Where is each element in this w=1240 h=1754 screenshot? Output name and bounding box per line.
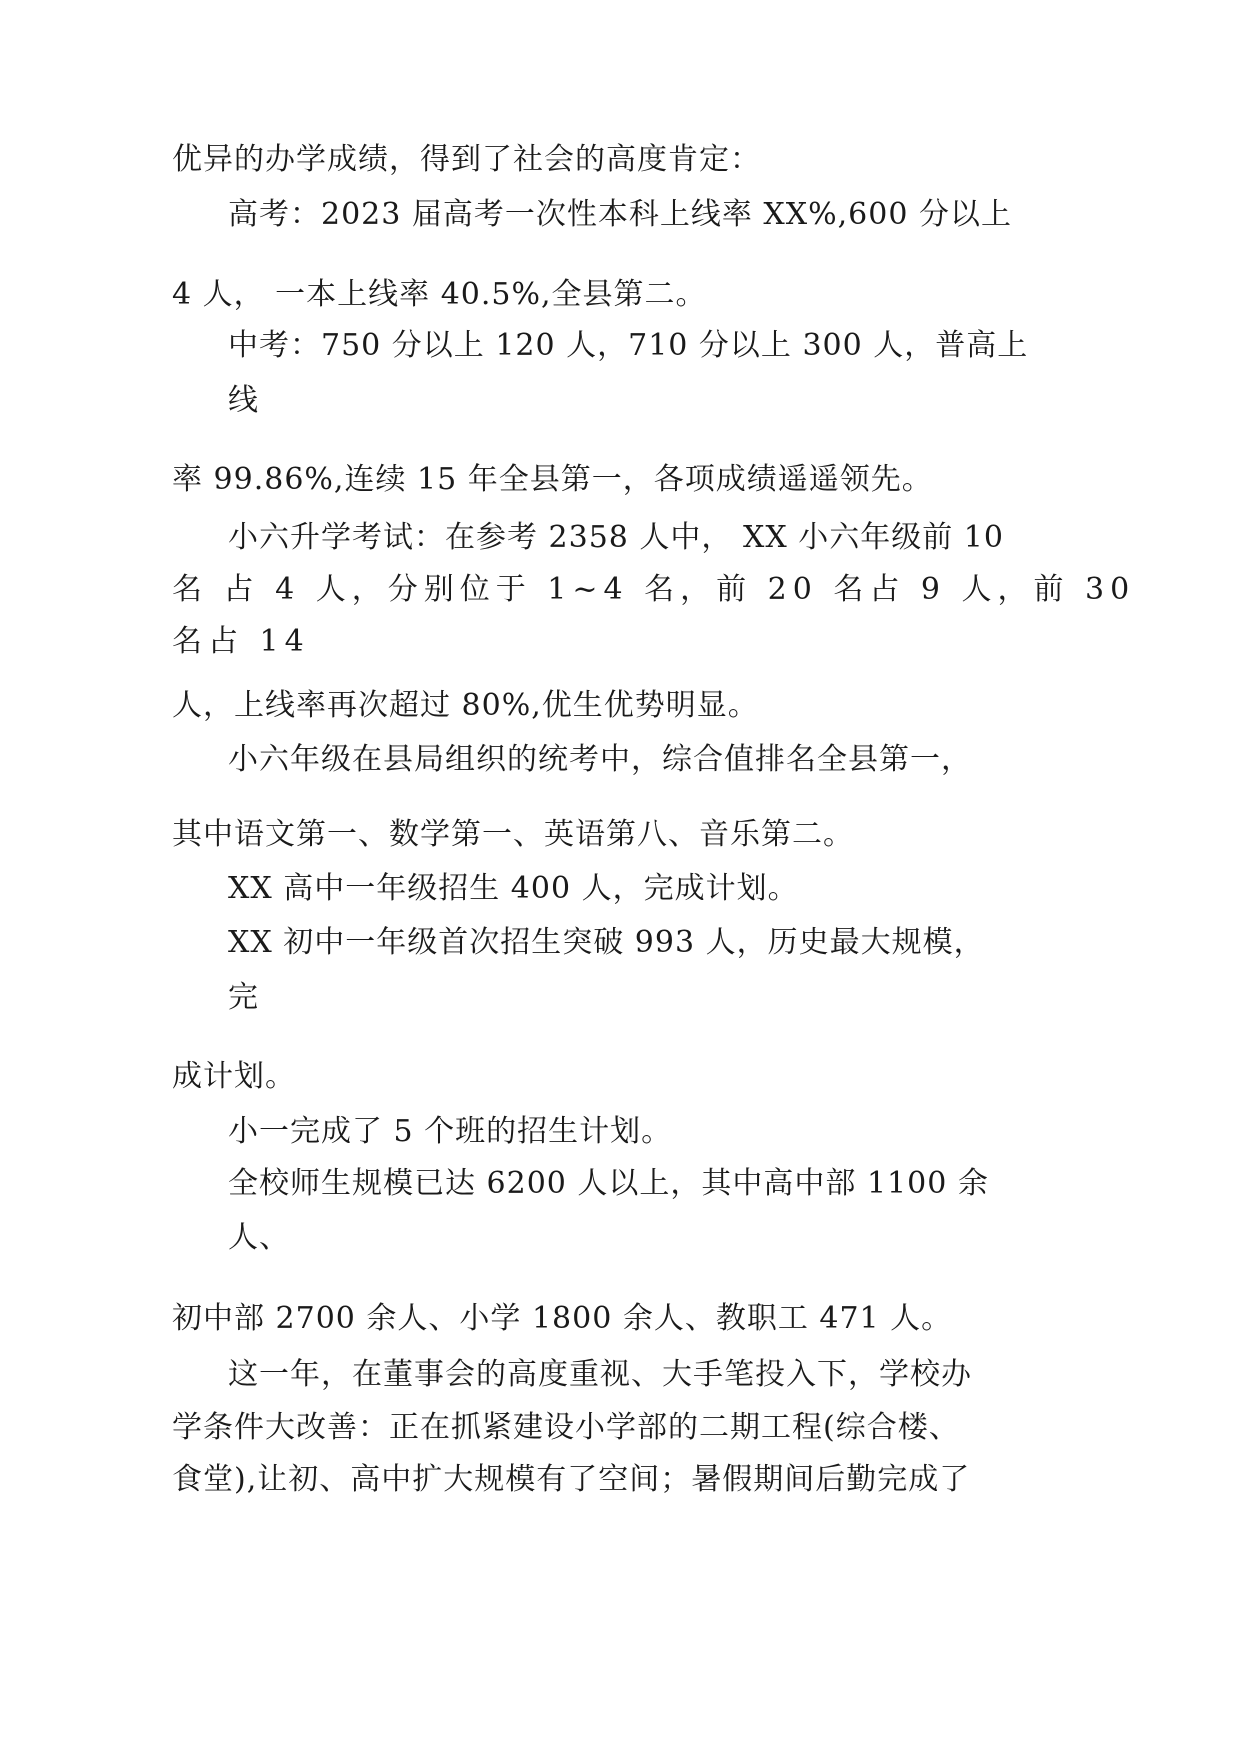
text-line-23: 食堂),让初、高中扩大规模有了空间；暑假期间后勤完成了 [172,1462,971,1497]
text-line-7: 小六升学考试：在参考 2358 人中， XX 小六年级前 10 [228,520,1004,555]
text-line-4: 中考：750 分以上 120 人，710 分以上 300 人，普高上 [228,328,1029,363]
text-line-14: XX 初中一年级首次招生突破 993 人，历史最大规模， [228,925,985,960]
text-line-5: 线 [228,383,259,418]
text-line-15: 完 [228,980,259,1015]
text-line-9: 名占 14 [172,624,310,659]
text-line-16: 成计划。 [172,1059,296,1094]
text-line-8: 名 占 4 人，分别位于 1~4 名，前 20 名占 9 人，前 30 [172,572,1136,607]
text-line-11: 小六年级在县局组织的统考中，综合值排名全县第一， [228,742,972,777]
text-line-12: 其中语文第一、数学第一、英语第八、音乐第二。 [172,817,854,852]
text-line-3: 4 人， 一本上线率 40.5%,全县第二。 [172,277,707,312]
text-line-21: 这一年，在董事会的高度重视、大手笔投入下，学校办 [228,1357,972,1392]
text-line-6: 率 99.86%,连续 15 年全县第一，各项成绩遥遥领先。 [172,462,933,497]
text-line-22: 学条件大改善：正在抓紧建设小学部的二期工程(综合楼、 [172,1410,960,1445]
text-line-18: 全校师生规模已达 6200 人以上，其中高中部 1100 余 [228,1166,989,1201]
text-line-20: 初中部 2700 余人、小学 1800 余人、教职工 471 人。 [172,1301,953,1336]
text-line-19: 人、 [228,1220,290,1255]
text-line-2: 高考：2023 届高考一次性本科上线率 XX%,600 分以上 [228,197,1012,232]
text-line-1: 优异的办学成绩，得到了社会的高度肯定： [172,142,761,177]
text-line-10: 人，上线率再次超过 80%,优生优势明显。 [172,688,759,723]
text-line-13: XX 高中一年级招生 400 人，完成计划。 [228,871,799,906]
text-line-17: 小一完成了 5 个班的招生计划。 [228,1114,673,1149]
